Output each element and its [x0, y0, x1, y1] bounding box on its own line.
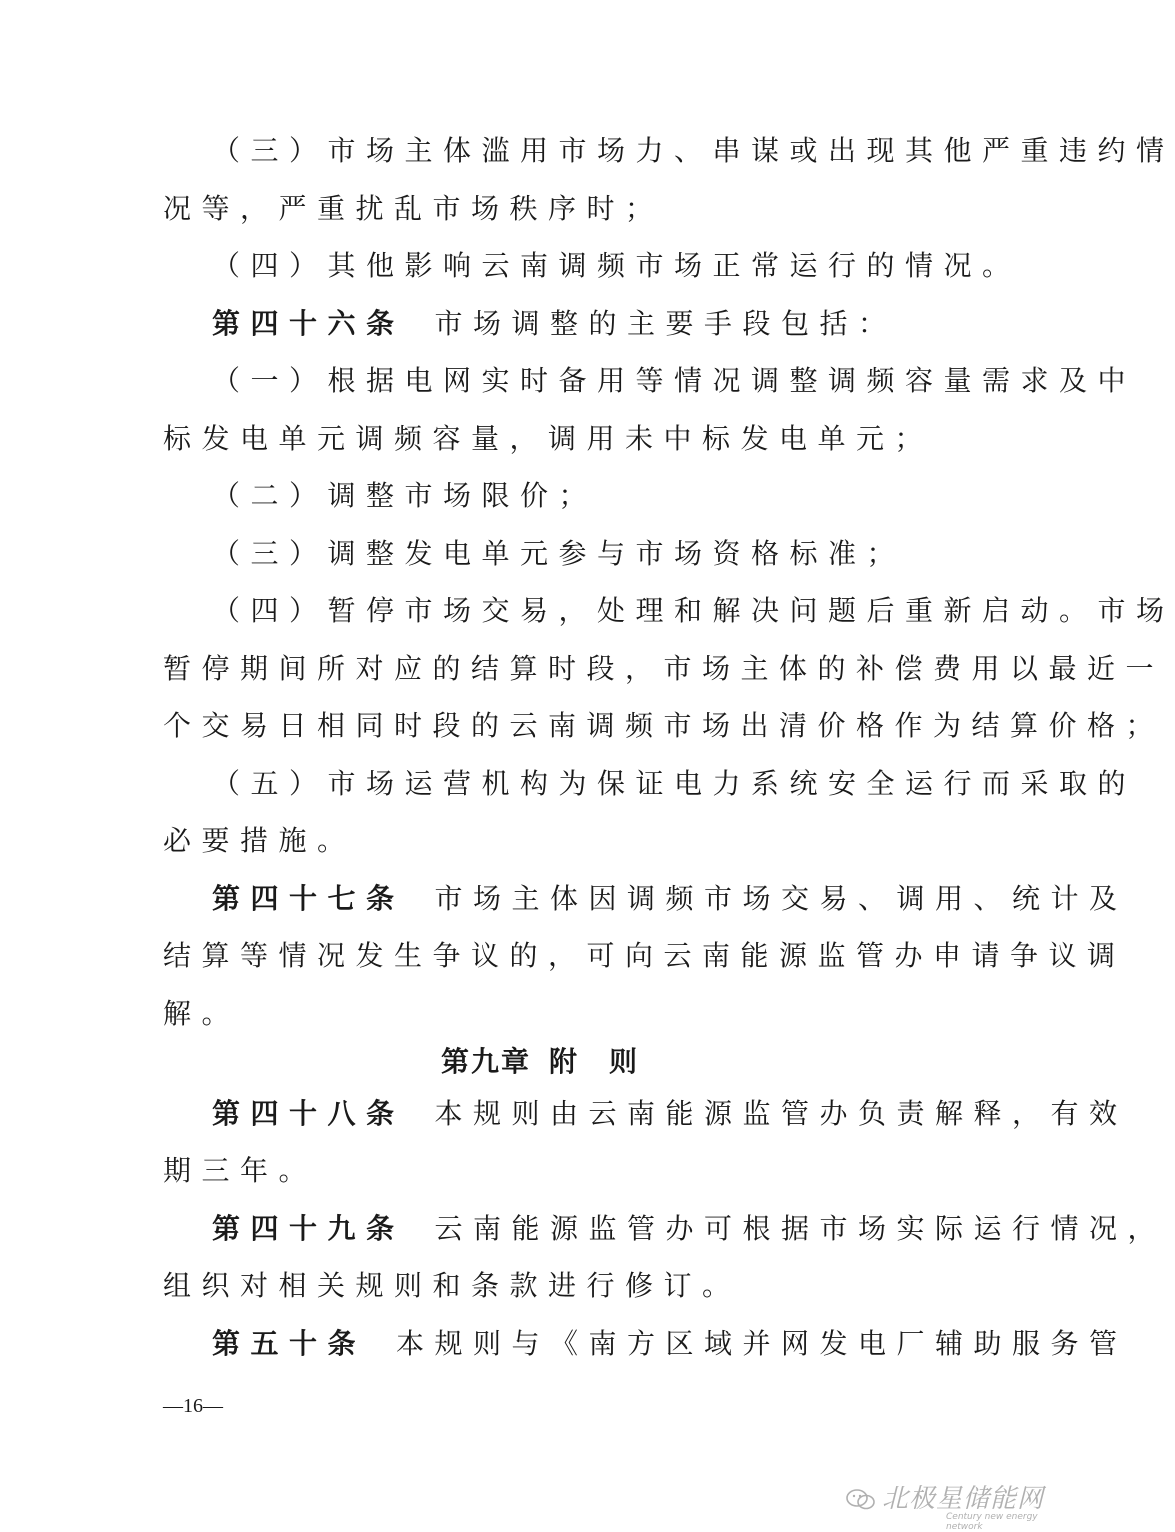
wechat-icon	[846, 1488, 876, 1512]
article-47	[212, 879, 1128, 919]
article-text: 云南能源监管办可根据市场实际运行情况，	[434, 1212, 1167, 1245]
paragraph-line: （三）调整发电单元参与市场资格标准；	[212, 537, 906, 570]
article-text: 市场主体因调频市场交易、调用、统计及	[434, 882, 1128, 915]
article-heading: 第四十六条	[212, 307, 405, 340]
paragraph-line: （二）调整市场限价；	[212, 479, 598, 512]
chapter-number: 第九章	[440, 1045, 531, 1078]
article-heading: 第四十八条	[212, 1097, 405, 1130]
paragraph-line: 况等，严重扰乱市场秩序时；	[163, 192, 664, 225]
paragraph-line: 个交易日相同时段的云南调频市场出清价格作为结算价格；	[163, 709, 1165, 742]
paragraph-line: 解。	[163, 997, 241, 1030]
watermark-text: 北极星储能网	[882, 1484, 1045, 1514]
chapter-title: 附 则	[549, 1045, 640, 1078]
watermark	[846, 1482, 1076, 1532]
article-heading: 第四十九条	[212, 1212, 405, 1245]
paragraph-line: 组织对相关规则和条款进行修订。	[163, 1269, 741, 1302]
article-heading: 第五十条	[212, 1327, 367, 1360]
paragraph-line: 结算等情况发生争议的，可向云南能源监管办申请争议调	[163, 939, 1126, 972]
paragraph-line: （四）暂停市场交易，处理和解决问题后重新启动。市场	[212, 594, 1175, 627]
article-50	[212, 1324, 1128, 1364]
article-49	[212, 1209, 1166, 1249]
paragraph-line: 标发电单元调频容量，调用未中标发电单元；	[163, 422, 934, 455]
paragraph-line: （四）其他影响云南调频市场正常运行的情况。	[212, 249, 1021, 282]
paragraph-line: 暂停期间所对应的结算时段，市场主体的补偿费用以最近一	[163, 652, 1165, 685]
paragraph-line: 期三年。	[163, 1154, 318, 1187]
article-heading: 第四十七条	[212, 882, 405, 915]
article-48	[212, 1094, 1128, 1134]
paragraph-line: 必要措施。	[163, 824, 356, 857]
page-number: —16—	[163, 1395, 223, 1417]
chapter-heading	[0, 1042, 1080, 1082]
article-text: 本规则与《南方区域并网发电厂辅助服务管	[396, 1327, 1128, 1360]
watermark-subtitle: Century new energy network	[946, 1512, 1038, 1532]
paragraph-line: （五）市场运营机构为保证电力系统安全运行而采取的	[212, 767, 1137, 800]
article-46	[212, 304, 897, 344]
paragraph-line: （一）根据电网实时备用等情况调整调频容量需求及中	[212, 364, 1137, 397]
article-text: 本规则由云南能源监管办负责解释，有效	[434, 1097, 1128, 1130]
paragraph-line: （三）市场主体滥用市场力、串谋或出现其他严重违约情	[212, 134, 1175, 167]
article-text: 市场调整的主要手段包括：	[434, 307, 897, 340]
